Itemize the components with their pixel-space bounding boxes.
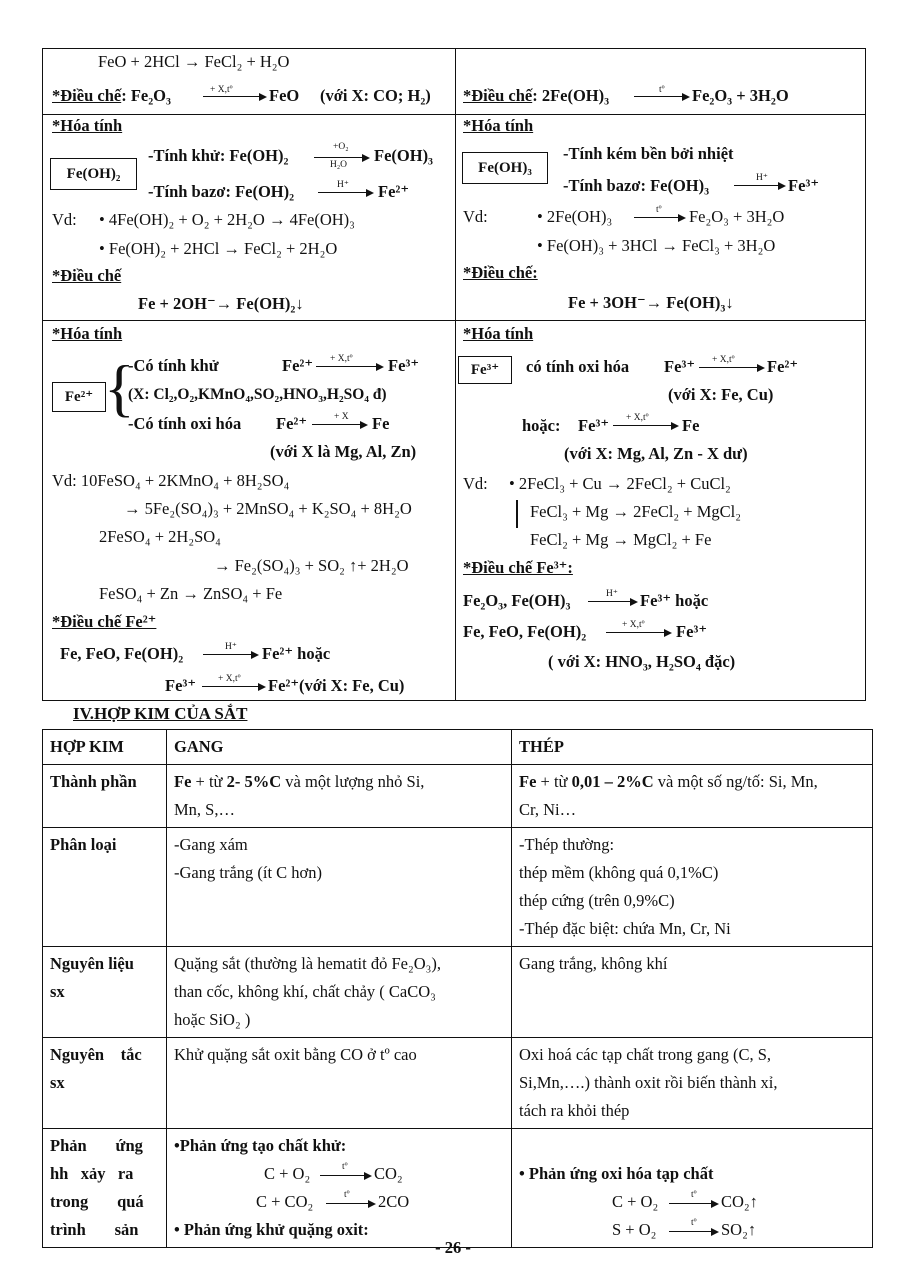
arrow-label: H⁺ [756, 173, 768, 183]
heading: *Điều chế: [463, 263, 538, 282]
reactant: Fe²⁺ [276, 414, 308, 433]
table-row [43, 828, 873, 947]
grid-line [42, 320, 866, 321]
page-number: - 26 - [435, 1238, 471, 1257]
reactant: Fe, FeO, Fe(OH)₂ [463, 622, 587, 641]
product: Fe₂O₃ + 3H₂O [689, 207, 785, 226]
label-line: Phản ứng [50, 1136, 143, 1155]
reaction-arrow-icon [734, 182, 786, 190]
compound-box: Fe(OH)₂ [50, 158, 137, 190]
divider [516, 500, 518, 528]
product: Fe [682, 416, 700, 435]
product: Fe³⁺ [676, 622, 708, 641]
grid-line [42, 114, 866, 115]
property: -Có tính oxi hóa [128, 414, 242, 433]
reactant: Fe³⁺ [165, 676, 197, 695]
cell-title: •Phản ứng tạo chất khử: [174, 1136, 347, 1155]
heading: *Hóa tính [52, 324, 123, 343]
cell-text: than cốc, không khí, chất chảy ( CaCO₃ [174, 982, 436, 1001]
reactant: Fe, FeO, Fe(OH)₂ [60, 644, 184, 663]
equation: → Fe₂(SO₄)₃ + SO₂ ↑+ 2H₂O [214, 556, 409, 575]
reactant: Fe₂O₃, Fe(OH)₃ [463, 591, 571, 610]
reaction-arrow-icon [320, 1172, 372, 1180]
reaction-arrow-icon [202, 683, 266, 691]
property: -Tính khử: Fe(OH)₂ [148, 146, 289, 165]
arrow-label: + X,tº [712, 355, 735, 365]
property: -Tính bazơ: Fe(OH)₃ [563, 176, 710, 195]
arrow-label: H₂O [330, 160, 348, 170]
arrow-label: H⁺ [337, 180, 349, 190]
row-label: Thành phần [43, 765, 167, 828]
heading: *Hóa tính [463, 116, 534, 135]
column-header: HỢP KIM [43, 730, 167, 765]
cell-text: + từ [536, 772, 572, 791]
cell-text: Fe [174, 772, 192, 791]
product: Fe²⁺ [378, 182, 410, 201]
arrow-label: + X,tº [622, 620, 645, 630]
cell-text: Si,Mn,….) thành oxit rồi biến thành xỉ, [519, 1073, 778, 1092]
arrow-label: tº [342, 1162, 348, 1172]
note: (với X: CO; H₂) [320, 86, 431, 105]
table-row [43, 947, 873, 1038]
property: có tính oxi hóa [526, 357, 630, 376]
cell-text: Cr, Ni… [519, 800, 577, 819]
arrow-label: +O₂ [333, 142, 349, 152]
arrow-label: + X,tº [626, 413, 649, 423]
table-cell: Gang trắng, không khí [512, 947, 873, 1038]
reaction-arrow-icon [203, 93, 267, 101]
cell-text: 2- 5%C [226, 772, 282, 791]
row-label: Phân loại [43, 828, 167, 947]
arrow-label: + X,tº [210, 85, 233, 95]
note: (với X là Mg, Al, Zn) [270, 442, 417, 461]
label-line: sx [50, 1073, 65, 1092]
row-label [43, 1129, 167, 1248]
heading: *Hóa tính [52, 116, 123, 135]
reaction-arrow-icon [699, 364, 765, 372]
arrow-label: + X,tº [330, 354, 353, 364]
section-title: IV.HỢP KIM CỦA SẮT [73, 704, 248, 723]
arrow-label: tº [659, 85, 665, 95]
cell-text: Fe [519, 772, 537, 791]
reactant: • 2Fe(OH)₃ [537, 207, 613, 226]
cell-text: thép cứng (trên 0,9%C) [519, 891, 675, 910]
equation: • 4Fe(OH)₂ + O₂ + 2H₂O → 4Fe(OH)₃ [99, 210, 355, 229]
reaction-arrow-icon [669, 1228, 719, 1236]
table-cell [512, 1038, 873, 1129]
product: Fe³⁺ [388, 356, 420, 375]
product: Fe(OH)₃ [374, 146, 434, 165]
equation: Fe + 2OH⁻→ Fe(OH)₂↓ [138, 294, 304, 313]
product: Fe³⁺ [788, 176, 820, 195]
arrow-label: tº [344, 1190, 350, 1200]
equation: Fe + 3OH⁻→ Fe(OH)₃↓ [568, 293, 734, 312]
product: 2CO [378, 1192, 410, 1211]
table-cell [512, 828, 873, 947]
reaction-arrow-icon [634, 214, 686, 222]
note: (X: Cl₂,O₂,KMnO₄,SO₂,HNO₃,H₂SO₄ đ) [128, 386, 387, 403]
heading: *Điều chế Fe³⁺: [463, 558, 573, 577]
cell-text: Oxi hoá các tạp chất trong gang (C, S, [519, 1045, 772, 1064]
arrow-label: + X,tº [218, 674, 241, 684]
product: Fe³⁺ hoặc [640, 591, 709, 610]
equation-row [174, 1160, 504, 1188]
cell-text: 0,01 – 2%C [571, 772, 654, 791]
dieu-che-line [52, 86, 171, 106]
reactant: C + CO₂ [256, 1192, 314, 1211]
cell-text: tách ra khỏi thép [519, 1101, 630, 1120]
table-cell [512, 1129, 873, 1248]
grid-line [42, 48, 43, 701]
heading: *Điều chế [463, 86, 533, 105]
cell-text: -Gang xám [174, 835, 248, 854]
cell-text: -Gang trắng (ít C hơn) [174, 863, 323, 882]
ion-box: Fe²⁺ [52, 382, 106, 412]
property: -Tính bazơ: Fe(OH)₂ [148, 182, 295, 201]
reaction-arrow-icon [669, 1200, 719, 1208]
cell-text: Mn, S,… [174, 800, 235, 819]
cell-text: + từ [191, 772, 227, 791]
equation: → 5Fe₂(SO₄)₃ + 2MnSO₄ + K₂SO₄ + 8H₂O [124, 499, 412, 518]
compound-box: Fe(OH)₃ [462, 152, 548, 184]
note: (với X: Fe, Cu) [668, 385, 774, 404]
reaction-arrow-icon [318, 189, 374, 197]
row-label [43, 947, 167, 1038]
note: ( với X: HNO₃, H₂SO₄ đặc) [548, 652, 736, 671]
equation: Vd: 10FeSO₄ + 2KMnO₄ + 8H₂SO₄ [52, 471, 290, 490]
reactant: C + O₂ [612, 1192, 659, 1211]
arrow-label: + X [334, 412, 349, 422]
label: hoặc: [522, 416, 561, 435]
table-cell [167, 947, 512, 1038]
label-line: trong quá [50, 1192, 144, 1211]
table-cell [167, 765, 512, 828]
product: CO₂↑ [721, 1192, 758, 1211]
table-cell: Khử quặng sắt oxit bằng CO ở tº cao [167, 1038, 512, 1129]
property: -Tính kém bền bởi nhiệt [563, 144, 734, 163]
product: CO₂ [374, 1164, 403, 1183]
reactant: Fe²⁺ [282, 356, 314, 375]
table-cell [512, 765, 873, 828]
product: Fe²⁺(với X: Fe, Cu) [268, 676, 405, 695]
equation: FeSO₄ + Zn → ZnSO₄ + Fe [99, 584, 283, 603]
reaction-arrow-icon [634, 93, 690, 101]
product: Fe²⁺ [767, 357, 799, 376]
product: FeO [269, 86, 300, 105]
cell-text: Quặng sắt (thường là hematit đỏ Fe₂O₃), [174, 954, 441, 973]
cell-text: -Thép thường: [519, 835, 615, 854]
table-row [43, 1038, 873, 1129]
reaction-arrow-icon [606, 629, 672, 637]
equation: • Fe(OH)₂ + 2HCl → FeCl₂ + 2H₂O [99, 239, 338, 258]
reaction-arrow-icon [326, 1200, 376, 1208]
equation: FeCl₃ + Mg → 2FeCl₂ + MgCl₂ [530, 502, 741, 521]
label-line: hh xảy ra [50, 1164, 134, 1183]
arrow-label: tº [691, 1218, 697, 1228]
example-label: Vd: [463, 207, 488, 226]
label-line: sx [50, 982, 65, 1001]
reaction-arrow-icon [312, 421, 368, 429]
equation: • Fe(OH)₃ + 3HCl → FeCl₃ + 3H₂O [537, 236, 776, 255]
table-row [43, 1129, 873, 1248]
cell-text: và một số ng/tố: Si, Mn, [653, 772, 818, 791]
reactant: S + O₂ [612, 1220, 657, 1239]
table-cell [167, 828, 512, 947]
reactant: : Fe₂O₃ [121, 86, 171, 105]
spacer [519, 1132, 865, 1160]
cell-title: • Phản ứng oxi hóa tạp chất [519, 1164, 714, 1183]
reactant: Fe³⁺ [578, 416, 610, 435]
reactant: : 2Fe(OH)₃ [532, 86, 610, 105]
table-cell [167, 1129, 512, 1248]
reactant: C + O₂ [264, 1164, 311, 1183]
arrow-label: H⁺ [225, 642, 237, 652]
heading: *Điều chế Fe²⁺ [52, 612, 157, 631]
product: Fe₂O₃ + 3H₂O [692, 86, 789, 105]
equation: • 2FeCl₃ + Cu → 2FeCl₂ + CuCl₂ [509, 474, 731, 493]
cell-text: thép mềm (không quá 0,1%C) [519, 863, 719, 882]
equation: 2FeSO₄ + 2H₂SO₄ [99, 527, 221, 546]
reaction-arrow-icon [316, 363, 384, 371]
dieu-che-line [463, 86, 609, 106]
arrow-label: tº [691, 1190, 697, 1200]
table-row [43, 765, 873, 828]
equation: FeO + 2HCl → FeCl₂ + H₂O [98, 52, 290, 71]
product: SO₂↑ [721, 1220, 757, 1239]
cell-text: và một lượng nhỏ Si, [281, 772, 425, 791]
grid-line [865, 48, 866, 701]
cell-text: hoặc SiO₂ ) [174, 1010, 251, 1029]
example-label: Vd: [52, 210, 77, 229]
equation: FeCl₂ + Mg → MgCl₂ + Fe [530, 530, 712, 549]
column-header: GANG [167, 730, 512, 765]
cell-text: -Thép đặc biệt: chứa Mn, Cr, Ni [519, 919, 731, 938]
ion-box: Fe³⁺ [458, 356, 512, 384]
product: Fe [372, 414, 390, 433]
arrow-label: tº [656, 205, 662, 215]
product: Fe²⁺ hoặc [262, 644, 331, 663]
alloy-table [42, 729, 873, 1248]
label-line: trình sản [50, 1220, 139, 1239]
grid-line [42, 700, 866, 701]
note: (với X: Mg, Al, Zn - X dư) [564, 444, 748, 463]
heading: *Điều chế [52, 266, 122, 285]
brace-icon: { [104, 352, 135, 423]
row-label [43, 1038, 167, 1129]
reactant: Fe³⁺ [664, 357, 696, 376]
reaction-arrow-icon [203, 651, 259, 659]
column-header: THÉP [512, 730, 873, 765]
label-line: Nguyên liệu [50, 954, 134, 973]
cell-title: • Phản ứng khử quặng oxit: [174, 1220, 369, 1239]
arrow-label: H⁺ [606, 589, 618, 599]
table-header-row [43, 730, 873, 765]
property: -Có tính khử [128, 356, 219, 375]
label-line: Nguyên tắc [50, 1045, 142, 1064]
reaction-arrow-icon [588, 598, 638, 606]
grid-line [42, 48, 866, 49]
heading: *Hóa tính [463, 324, 534, 343]
equation-row [174, 1188, 504, 1216]
reaction-arrow-icon [613, 422, 679, 430]
equation-row [519, 1188, 865, 1216]
grid-line [455, 48, 456, 701]
example-label: Vd: [463, 474, 488, 493]
heading: *Điều chế [52, 86, 122, 105]
